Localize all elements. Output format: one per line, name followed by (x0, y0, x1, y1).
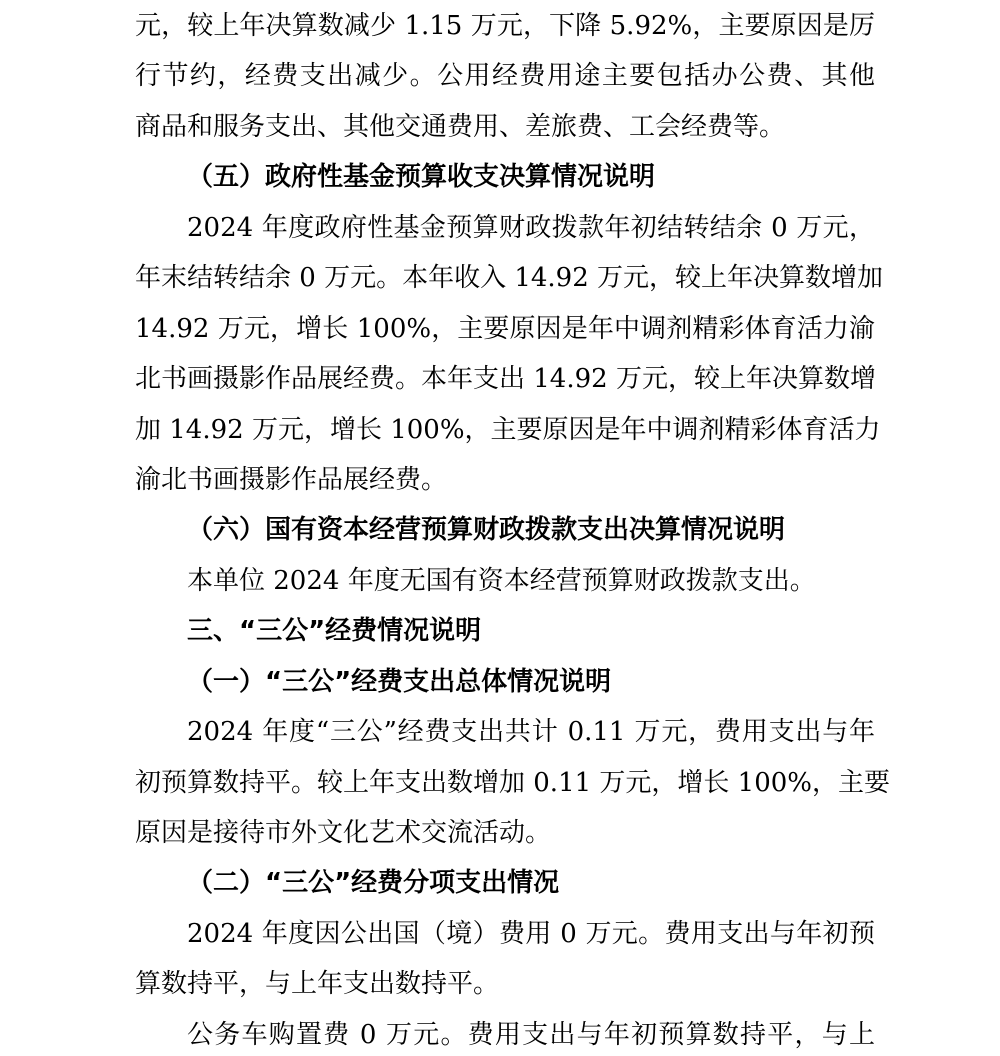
paragraph-line: 年末结转结余 0 万元。本年收入 14.92 万元，较上年决算数增加 (135, 263, 884, 293)
paragraph-line: 行节约，经费支出减少。公用经费用途主要包括办公费、其他 (135, 61, 875, 91)
paragraph-line: 元，较上年决算数减少 1.15 万元，下降 5.92%，主要原因是厉 (135, 11, 875, 41)
paragraph-line: 原因是接待市外文化艺术交流活动。 (135, 818, 552, 848)
paragraph-line: 渝北书画摄影作品展经费。 (135, 465, 448, 495)
paragraph-line: 14.92 万元，增长 100%，主要原因是年中调剂精彩体育活力渝 (135, 314, 875, 344)
paragraph-line: 2024 年度政府性基金预算财政拨款年初结转结余 0 万元， (187, 213, 875, 243)
paragraph-line: 商品和服务支出、其他交通费用、差旅费、工会经费等。 (135, 112, 786, 142)
paragraph-line: 加 14.92 万元，增长 100%，主要原因是年中调剂精彩体育活力 (135, 415, 881, 445)
paragraph-line: 本单位 2024 年度无国有资本经营预算财政拨款支出。 (187, 566, 816, 596)
paragraph-line: 北书画摄影作品展经费。本年支出 14.92 万元，较上年决算数增 (135, 364, 876, 394)
paragraph-line: 算数持平，与上年支出数持平。 (135, 969, 500, 999)
paragraph-line: 初预算数持平。较上年支出数增加 0.11 万元，增长 100%，主要 (135, 768, 891, 798)
section-heading-1: （一）“三公”经费支出总体情况说明 (187, 667, 612, 697)
paragraph-line: 2024 年度因公出国（境）费用 0 万元。费用支出与年初预 (187, 919, 875, 949)
section-heading-6: （六）国有资本经营预算财政拨款支出决算情况说明 (187, 515, 786, 545)
section-heading-2: （二）“三公”经费分项支出情况 (187, 868, 560, 898)
chapter-heading-3: 三、“三公”经费情况说明 (187, 616, 482, 646)
paragraph-line: 公务车购置费 0 万元。费用支出与年初预算数持平，与上 (187, 1020, 875, 1050)
paragraph-line: 2024 年度“三公”经费支出共计 0.11 万元，费用支出与年 (187, 717, 875, 747)
section-heading-5: （五）政府性基金预算收支决算情况说明 (187, 162, 656, 192)
